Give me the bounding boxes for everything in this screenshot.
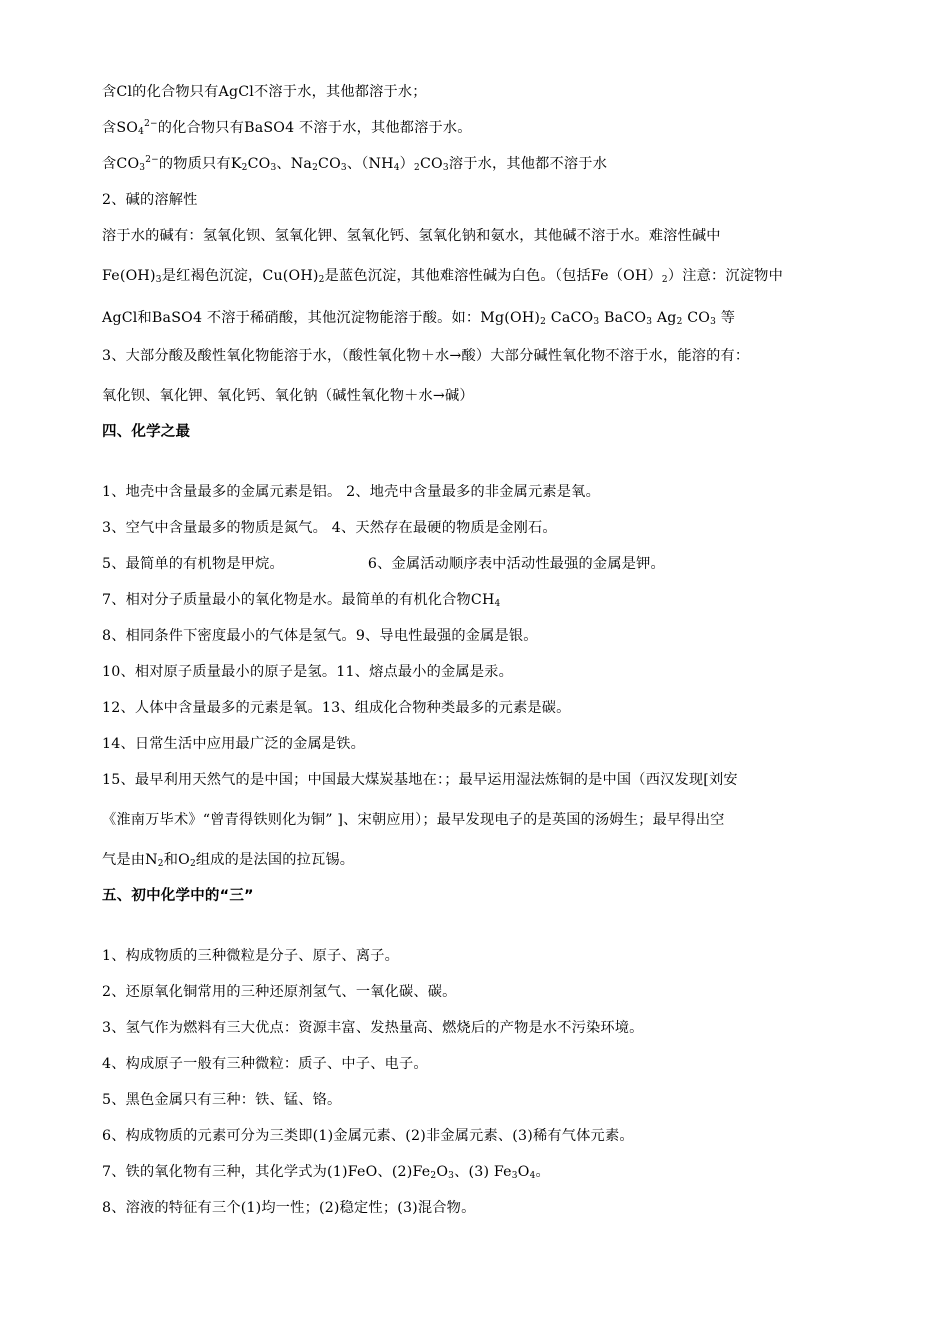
text-line: 1、构成物质的三种微粒是分子、原子、离子。 [102,948,399,964]
text-line: 2、碱的溶解性 [102,192,198,208]
text-line: 8、相同条件下密度最小的气体是氢气。9、导电性最强的金属是银。 [102,628,538,644]
text-line: 3、大部分酸及酸性氧化物能溶于水，（酸性氧化物＋水→酸）大部分碱性氧化物不溶于水，能溶的有： [102,348,750,364]
text-line: 2、还原氧化铜常用的三种还原剂氢气、一氧化碳、碳。 [102,984,457,1000]
text-line: 6、构成物质的元素可分为三类即(1)金属元素、(2)非金属元素、(3)稀有气体元素。 [102,1128,634,1144]
text-line: $Fe(OH)_3$是红褐色沉淀，$Cu(OH)_2$是蓝色沉淀，其他难溶性碱为白色。（包括$Fe(OH)_2$）注意：沉淀物中 [102,268,783,285]
text-line: 含Cl的化合物只有AgCl不溶于水，其他都溶于水； [102,84,427,100]
text-line: 含$CO_3^{2-}$的物质只有$K_2CO_3$、$Na_2CO_3$、$(NH_4)_2CO_3$溶于水，其他都不溶于水 [102,155,608,173]
text-line: 气是由$N_2$和$O_2$组成的是法国的拉瓦锡。 [102,852,355,869]
text-line: 1、地壳中含量最多的金属元素是铝。 2、地壳中含量最多的非金属元素是氧。 [102,484,600,500]
text-line: 溶于水的碱有：氢氧化钡、氢氧化钾、氢氧化钙、氢氧化钠和氨水，其他碱不溶于水。难溶性碱中 [102,228,721,244]
text-line: 4、构成原子一般有三种微粒：质子、中子、电子。 [102,1056,428,1072]
text-line: 5、黑色金属只有三种：铁、锰、铬。 [102,1092,342,1108]
text-line: 5、最简单的有机物是甲烷。 6、金属活动顺序表中活动性最强的金属是钾。 [102,556,665,572]
text-line: 《淮南万毕术》“曾青得铁则化为铜” ]、宋朝应用）；最早发现电子的是英国的汤姆生；最早得出空 [102,812,725,828]
text-line: 3、氢气作为燃料有三大优点：资源丰富、发热量高、燃烧后的产物是水不污染环境。 [102,1020,644,1036]
text-line: 含$SO_4^{2-}$的化合物只有BaSO4 不溶于水，其他都溶于水。 [102,119,472,137]
section-heading: 四、化学之最 [102,424,191,440]
text-line: AgCl和BaSO4 不溶于稀硝酸，其他沉淀物能溶于酸。如：$Mg(OH)_2$ CaCO$_3$ BaCO$_3$ $Ag_2$ $CO_3$ 等 [102,310,736,327]
text-line: 3、空气中含量最多的物质是氮气。 4、天然存在最硬的物质是金刚石。 [102,520,557,536]
text-line: 12、人体中含量最多的元素是氧。13、组成化合物种类最多的元素是碳。 [102,700,571,716]
text-line: 7、相对分子质量最小的氧化物是水。最简单的有机化合物$CH_4$ [102,592,501,609]
text-line: 14、日常生活中应用最广泛的金属是铁。 [102,736,366,752]
text-line: 氧化钡、氧化钾、氧化钙、氧化钠（碱性氧化物＋水→碱） [102,388,474,404]
text-line: 7、铁的氧化物有三种，其化学式为(1)FeO、$(2)Fe_2O_3$、(3) $Fe_3O_4$。 [102,1164,550,1181]
section-heading: 五、初中化学中的“三” [102,888,254,904]
text-line: 10、相对原子质量最小的原子是氢。11、熔点最小的金属是汞。 [102,664,513,680]
text-line: 15、最早利用天然气的是中国；中国最大煤炭基地在：；最早运用湿法炼铜的是中国（西汉发现[刘安 [102,772,738,788]
text-line: 8、溶液的特征有三个(1)均一性；(2)稳定性；(3)混合物。 [102,1200,476,1216]
